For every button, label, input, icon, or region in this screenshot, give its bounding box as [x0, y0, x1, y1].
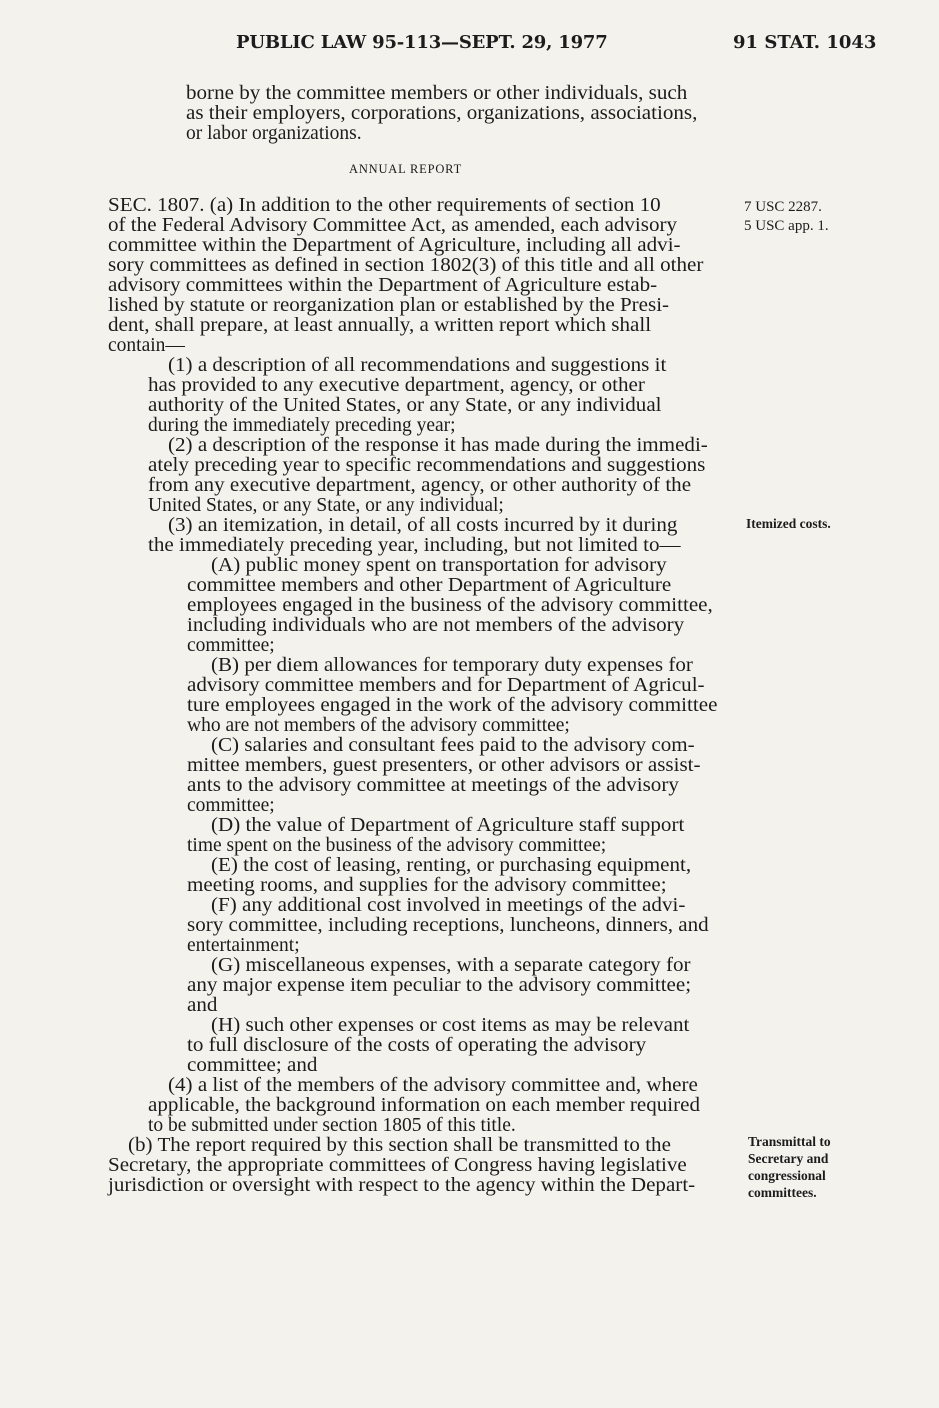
text-line: dent, shall prepare, at least annually, a written report which shall [108, 315, 652, 336]
text-line: (3) an itemization, in detail, of all costs incurred by it during [168, 515, 678, 536]
running-header-title: PUBLIC LAW 95-113—SEPT. 29, 1977 [236, 32, 608, 53]
text-line: during the immediately preceding year; [148, 415, 456, 436]
text-line: (G) miscellaneous expenses, with a separate category for [211, 955, 691, 976]
text-line: and [187, 995, 218, 1016]
text-line: time spent on the business of the advisory committee; [187, 835, 607, 856]
margin-citation: 5 USC app. 1. [744, 218, 829, 234]
text-line: (D) the value of Department of Agriculture staff support [211, 815, 685, 836]
margin-note-transmittal: congressional [748, 1168, 826, 1183]
text-line: (F) any additional cost involved in meetings of the advi- [211, 895, 686, 916]
text-line: committee members and other Department of Agriculture [187, 575, 672, 596]
margin-note-transmittal: committees. [748, 1185, 817, 1200]
text-line: including individuals who are not members of the advisory [187, 615, 685, 636]
text-line: committee within the Department of Agriculture, including all advi- [108, 235, 681, 256]
margin-citation: 7 USC 2287. [744, 199, 822, 215]
text-line: contain— [108, 335, 185, 356]
text-line: as their employers, corporations, organizations, associations, [186, 103, 698, 124]
text-line: of the Federal Advisory Committee Act, as amended, each advisory [108, 215, 678, 236]
text-line: committee; [187, 635, 275, 656]
text-line: any major expense item peculiar to the advisory committee; [187, 975, 692, 996]
text-line: ture employees engaged in the work of the advisory committee [187, 695, 718, 716]
text-line: sory committees as defined in section 1802(3) of this title and all other [108, 255, 704, 276]
text-line: authority of the United States, or any State, or any individual [148, 395, 662, 416]
text-line: ately preceding year to specific recommendations and suggestions [148, 455, 706, 476]
text-line: borne by the committee members or other individuals, such [186, 83, 688, 104]
section-heading: ANNUAL REPORT [349, 162, 463, 176]
text-line: who are not members of the advisory committee; [187, 715, 570, 736]
text-line: (A) public money spent on transportation for advisory [211, 555, 667, 576]
text-line: employees engaged in the business of the advisory committee, [187, 595, 713, 616]
margin-note-transmittal: Secretary and [748, 1151, 829, 1166]
text-line: (B) per diem allowances for temporary duty expenses for [211, 655, 693, 676]
text-line: ants to the advisory committee at meetings of the advisory [187, 775, 679, 796]
text-line: from any executive department, agency, or other authority of the [148, 475, 692, 496]
text-line: jurisdiction or oversight with respect to the agency within the Depart- [108, 1175, 696, 1196]
text-line: (4) a list of the members of the advisory committee and, where [168, 1075, 698, 1096]
statute-page-number: 91 STAT. 1043 [733, 32, 877, 53]
text-line: committee; and [187, 1055, 318, 1076]
text-line: United States, or any State, or any individual; [148, 495, 504, 516]
text-line: advisory committee members and for Department of Agricul- [187, 675, 705, 696]
text-line: advisory committees within the Department of Agriculture estab- [108, 275, 658, 296]
margin-note-itemized-costs: Itemized costs. [746, 516, 831, 531]
text-line: lished by statute or reorganization plan or established by the Presi- [108, 295, 670, 316]
text-line: Secretary, the appropriate committees of Congress having legislative [108, 1155, 687, 1176]
text-line: (2) a description of the response it has made during the immedi- [168, 435, 708, 456]
text-line: applicable, the background information on each member required [148, 1095, 701, 1116]
text-line: (b) The report required by this section shall be transmitted to the [128, 1135, 671, 1156]
text-line: (C) salaries and consultant fees paid to the advisory com- [211, 735, 695, 756]
text-line: (E) the cost of leasing, renting, or purchasing equipment, [211, 855, 692, 876]
text-line: (H) such other expenses or cost items as may be relevant [211, 1015, 690, 1036]
text-line: entertainment; [187, 935, 300, 956]
text-line: or labor organizations. [186, 123, 362, 144]
margin-note-transmittal: Transmittal to [748, 1134, 831, 1149]
text-line: committee; [187, 795, 275, 816]
text-line: the immediately preceding year, including, but not limited to— [148, 535, 681, 556]
text-line: has provided to any executive department, agency, or other [148, 375, 645, 396]
text-line: (1) a description of all recommendations and suggestions it [168, 355, 667, 376]
text-line: to full disclosure of the costs of operating the advisory [187, 1035, 647, 1056]
text-line: mittee members, guest presenters, or other advisors or assist- [187, 755, 701, 776]
text-line: SEC. 1807. (a) In addition to the other requirements of section 10 [108, 195, 661, 216]
text-line: meeting rooms, and supplies for the advisory committee; [187, 875, 667, 896]
text-line: to be submitted under section 1805 of this title. [148, 1115, 516, 1136]
text-line: sory committee, including receptions, luncheons, dinners, and [187, 915, 709, 936]
